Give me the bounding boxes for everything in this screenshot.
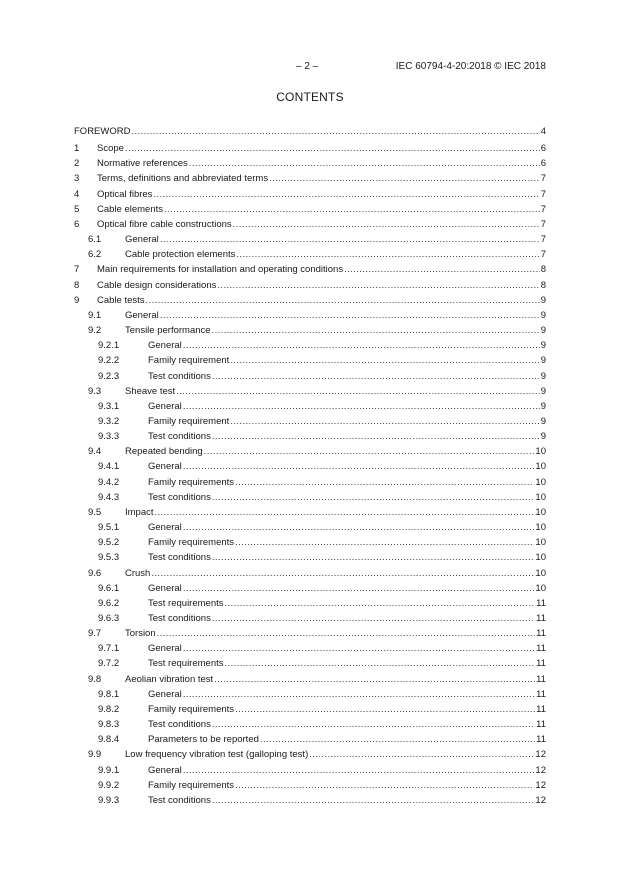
toc-entry-number: 9.8: [88, 673, 102, 685]
toc-entry-number: 9.3.3: [98, 431, 120, 443]
toc-entry-number: 9.7: [88, 628, 102, 640]
toc-entry-label: Test conditions: [148, 794, 211, 806]
dot-leader: [183, 399, 540, 414]
toc-entry-number: 9.3.2: [98, 415, 120, 427]
dot-leader: [235, 778, 534, 793]
toc-entry-label: General: [148, 522, 182, 534]
toc-entry-label: Crush: [125, 567, 151, 579]
toc-entry[interactable]: [74, 656, 546, 671]
toc-entry-page: 10: [535, 476, 546, 488]
toc-entry-number: 9.4.1: [98, 461, 120, 473]
toc-entry[interactable]: [74, 384, 546, 399]
toc-entry-label: Main requirements for installation and operating conditions: [97, 264, 344, 276]
toc-entry[interactable]: [74, 550, 546, 565]
toc-entry-number: 6: [74, 218, 80, 230]
toc-entry[interactable]: [74, 687, 546, 702]
toc-entry[interactable]: [74, 262, 546, 277]
dot-leader: [230, 414, 539, 429]
toc-entry-number: 9.8.2: [98, 703, 120, 715]
page-header: [0, 61, 620, 75]
toc-entry-page: 9: [540, 340, 546, 352]
toc-entry-page: 8: [540, 279, 546, 291]
toc-entry[interactable]: [74, 187, 546, 202]
dot-leader: [131, 124, 539, 139]
toc-entry-number: 9.2.1: [98, 340, 120, 352]
toc-entry-label: General: [148, 643, 182, 655]
toc-entry-page: 10: [535, 491, 546, 503]
toc-entry-number: 9.5: [88, 506, 102, 518]
toc-entry[interactable]: [74, 535, 546, 550]
dot-leader: [212, 611, 535, 626]
toc-entry[interactable]: [74, 353, 546, 368]
toc-entry-page: 9: [540, 431, 546, 443]
toc-entry[interactable]: [74, 459, 546, 474]
toc-entry-label: Cable protection elements: [125, 249, 236, 261]
toc-entry[interactable]: [74, 399, 546, 414]
toc-entry-page: 7: [540, 188, 546, 200]
toc-entry[interactable]: [74, 475, 546, 490]
toc-entry-number: 9.5.2: [98, 537, 120, 549]
dot-leader: [183, 520, 535, 535]
toc-entry-page: 12: [535, 779, 546, 791]
toc-entry[interactable]: [74, 217, 546, 232]
dot-leader: [160, 232, 540, 247]
dot-leader: [212, 490, 535, 505]
toc-entry-number: 9.5.1: [98, 522, 120, 534]
toc-entry-label: Family requirement: [148, 355, 230, 367]
toc-entry[interactable]: [74, 338, 546, 353]
toc-entry-number: 7: [74, 264, 80, 276]
toc-entry-label: Test conditions: [148, 719, 211, 731]
toc-entry[interactable]: [74, 505, 546, 520]
toc-entry-page: 9: [540, 355, 546, 367]
toc-entry-label: Cable tests: [97, 294, 145, 306]
toc-entry-label: Low frequency vibration test (galloping test): [125, 749, 309, 761]
table-of-contents: [74, 124, 546, 808]
toc-entry[interactable]: [74, 414, 546, 429]
dot-leader: [260, 732, 535, 747]
toc-entry-label: General: [148, 582, 182, 594]
toc-entry-label: Family requirement: [148, 415, 230, 427]
toc-entry-label: General: [125, 234, 159, 246]
toc-entry-page: 7: [540, 173, 546, 185]
toc-entry-label: General: [148, 340, 182, 352]
toc-entry-number: 9.1: [88, 309, 102, 321]
dot-leader: [176, 384, 540, 399]
dot-leader: [225, 596, 536, 611]
toc-entry-page: 7: [540, 218, 546, 230]
dot-leader: [235, 475, 534, 490]
toc-entry-label: Cable design considerations: [97, 279, 217, 291]
toc-entry-label: Optical fibres: [97, 188, 153, 200]
toc-entry[interactable]: [74, 778, 546, 793]
toc-entry[interactable]: [74, 490, 546, 505]
toc-entry-page: 4: [540, 126, 546, 137]
toc-entry-page: 10: [535, 522, 546, 534]
dot-leader: [235, 702, 535, 717]
toc-entry-label: Scope: [97, 143, 124, 155]
toc-entry-label: General: [148, 461, 182, 473]
toc-entry-number: 9.2.2: [98, 355, 120, 367]
dot-leader: [183, 459, 535, 474]
toc-entry-page: 7: [540, 203, 546, 215]
toc-entry-number: 9.6.2: [98, 597, 120, 609]
toc-entry[interactable]: [74, 672, 546, 687]
toc-entry-number: 6.2: [88, 249, 102, 261]
toc-entry-number: 9.8.3: [98, 719, 120, 731]
toc-entry-page: 9: [540, 385, 546, 397]
toc-entry-label: Family requirements: [148, 476, 235, 488]
toc-entry-label: Optical fibre cable constructions: [97, 218, 232, 230]
dot-leader: [189, 156, 540, 171]
toc-entry-label: Test conditions: [148, 491, 211, 503]
toc-entry[interactable]: [74, 596, 546, 611]
toc-entry[interactable]: [74, 369, 546, 384]
toc-entry-number: 9.6.3: [98, 613, 120, 624]
toc-entry-label: Sheave test: [125, 385, 176, 397]
toc-entry-label: Parameters to be reported: [148, 734, 259, 746]
toc-entry-number: 8: [74, 279, 80, 291]
toc-entry-page: 10: [535, 446, 546, 458]
toc-entry-page: 12: [535, 764, 546, 776]
toc-entry-number: 3: [74, 173, 80, 185]
toc-entry-number: 9.9.1: [98, 764, 120, 776]
toc-entry-page: 10: [535, 582, 546, 594]
toc-entry-page: 11: [536, 658, 546, 670]
toc-entry[interactable]: [74, 171, 546, 186]
dot-leader: [164, 202, 540, 217]
document-id: IEC 60794-4-20:2018 © IEC 2018: [395, 61, 546, 72]
dot-leader: [160, 308, 540, 323]
toc-entry-number: 9.3.1: [98, 400, 120, 412]
dot-leader: [233, 217, 540, 232]
dot-leader: [183, 641, 535, 656]
toc-entry-page: 12: [535, 749, 546, 761]
dot-leader: [230, 353, 539, 368]
toc-entry-label: Normative references: [97, 158, 188, 170]
dot-leader: [212, 323, 540, 338]
toc-entry-page: 6: [540, 158, 546, 170]
toc-entry-label: Family requirements: [148, 779, 235, 791]
toc-entry[interactable]: [74, 293, 546, 308]
dot-leader: [183, 581, 535, 596]
toc-entry-label: Test conditions: [148, 431, 211, 443]
toc-entry-page: 10: [535, 552, 546, 564]
toc-entry[interactable]: [74, 202, 546, 217]
toc-entry[interactable]: [74, 611, 546, 626]
toc-entry-number: 9.4.2: [98, 476, 120, 488]
dot-leader: [225, 656, 536, 671]
toc-entry[interactable]: [74, 444, 546, 459]
toc-entry-label: Impact: [125, 506, 154, 518]
dot-leader: [344, 262, 540, 277]
toc-entry-number: 6.1: [88, 234, 102, 246]
toc-entry-page: 10: [535, 567, 546, 579]
toc-entry-number: 9.9.2: [98, 779, 120, 791]
toc-entry-label: Test requirements: [148, 658, 224, 670]
toc-entry-page: 11: [536, 673, 546, 685]
toc-entry[interactable]: [74, 626, 546, 641]
toc-entry-page: 8: [540, 264, 546, 276]
toc-entry-page: 9: [540, 370, 546, 382]
toc-entry[interactable]: [74, 763, 546, 778]
toc-entry-number: 9.9: [88, 749, 102, 761]
toc-entry-number: 9.7.1: [98, 643, 120, 655]
toc-entry-number: 9.8.1: [98, 688, 120, 700]
toc-entry-page: 9: [540, 325, 546, 337]
toc-entry[interactable]: [74, 124, 546, 139]
page-number: – 2 –: [296, 61, 319, 72]
dot-leader: [183, 338, 540, 353]
toc-entry-page: 9: [540, 400, 546, 412]
dot-leader: [309, 747, 534, 762]
toc-entry[interactable]: [74, 641, 546, 656]
toc-entry-number: 9.4: [88, 446, 102, 458]
toc-entry-label: General: [148, 688, 182, 700]
dot-leader: [212, 369, 540, 384]
toc-entry-label: Cable elements: [97, 203, 164, 215]
toc-entry[interactable]: [74, 793, 546, 808]
page-title: CONTENTS: [276, 90, 344, 104]
toc-entry-page: 10: [535, 506, 546, 518]
toc-entry[interactable]: [74, 702, 546, 717]
dot-leader: [235, 535, 534, 550]
toc-entry-page: 9: [540, 294, 546, 306]
toc-entry[interactable]: [74, 747, 546, 762]
toc-entry-label: General: [125, 309, 159, 321]
toc-entry-page: 11: [536, 688, 546, 700]
toc-entry[interactable]: [74, 308, 546, 323]
toc-entry-label: Test conditions: [148, 370, 211, 382]
toc-entry-number: 9.6: [88, 567, 102, 579]
dot-leader: [217, 278, 539, 293]
toc-entry[interactable]: [74, 429, 546, 444]
toc-entry-label: Torsion: [125, 628, 156, 640]
toc-entry[interactable]: [74, 323, 546, 338]
toc-entry-number: 4: [74, 188, 80, 200]
toc-entry-label: Terms, definitions and abbreviated terms: [97, 173, 269, 185]
toc-entry[interactable]: [74, 566, 546, 581]
dot-leader: [125, 141, 540, 156]
toc-entry-number: 9.8.4: [98, 734, 120, 746]
toc-entry-label: FOREWORD: [74, 126, 131, 137]
dot-leader: [212, 550, 535, 565]
dot-leader: [157, 626, 536, 641]
toc-entry-page: 9: [540, 309, 546, 321]
toc-entry-page: 11: [536, 597, 546, 609]
toc-entry-page: 7: [540, 249, 546, 261]
toc-entry-page: 7: [540, 234, 546, 246]
toc-entry-number: 5: [74, 203, 80, 215]
toc-entry-label: Family requirements: [148, 537, 235, 549]
dot-leader: [212, 793, 535, 808]
toc-entry[interactable]: [74, 247, 546, 262]
toc-entry[interactable]: [74, 278, 546, 293]
toc-entry-page: 11: [536, 719, 546, 731]
toc-entry-page: 10: [535, 461, 546, 473]
toc-entry[interactable]: [74, 156, 546, 171]
dot-leader: [153, 187, 539, 202]
toc-entry-page: 11: [536, 613, 546, 624]
toc-entry-label: Repeated bending: [125, 446, 203, 458]
toc-entry-number: 1: [74, 143, 80, 155]
toc-entry-number: 9.6.1: [98, 582, 120, 594]
toc-entry[interactable]: [74, 581, 546, 596]
toc-entry-number: 9.2.3: [98, 370, 120, 382]
toc-entry-label: Aeolian vibration test: [125, 673, 214, 685]
dot-leader: [204, 444, 535, 459]
toc-entry[interactable]: [74, 717, 546, 732]
toc-entry-number: 9.3: [88, 385, 102, 397]
toc-entry-page: 6: [540, 143, 546, 155]
toc-entry-page: 9: [540, 415, 546, 427]
toc-entry-label: Test conditions: [148, 613, 211, 624]
dot-leader: [183, 763, 535, 778]
dot-leader: [214, 672, 535, 687]
toc-entry[interactable]: [74, 520, 546, 535]
dot-leader: [269, 171, 540, 186]
toc-entry-label: Test requirements: [148, 597, 224, 609]
toc-entry-page: 11: [536, 703, 546, 715]
toc-entry-number: 2: [74, 158, 80, 170]
toc-entry[interactable]: [74, 732, 546, 747]
toc-entry-page: 11: [536, 643, 546, 655]
toc-entry-label: Tensile performance: [125, 325, 211, 337]
dot-leader: [155, 505, 535, 520]
dot-leader: [183, 687, 535, 702]
dot-leader: [236, 247, 539, 262]
toc-entry-page: 11: [536, 734, 546, 746]
toc-entry-number: 9.2: [88, 325, 102, 337]
toc-entry[interactable]: [74, 141, 546, 156]
dot-leader: [151, 566, 534, 581]
toc-entry-page: 11: [536, 628, 546, 640]
toc-entry-number: 9.5.3: [98, 552, 120, 564]
toc-entry-page: 10: [535, 537, 546, 549]
toc-entry-number: 9: [74, 294, 80, 306]
toc-entry[interactable]: [74, 232, 546, 247]
dot-leader: [212, 429, 540, 444]
toc-entry-label: Test conditions: [148, 552, 211, 564]
toc-entry-label: General: [148, 400, 182, 412]
toc-entry-number: 9.9.3: [98, 794, 120, 806]
toc-entry-label: General: [148, 764, 182, 776]
dot-leader: [212, 717, 535, 732]
toc-entry-label: Family requirements: [148, 703, 235, 715]
toc-entry-number: 9.7.2: [98, 658, 120, 670]
dot-leader: [146, 293, 540, 308]
toc-entry-number: 9.4.3: [98, 491, 120, 503]
toc-entry-page: 12: [535, 794, 546, 806]
